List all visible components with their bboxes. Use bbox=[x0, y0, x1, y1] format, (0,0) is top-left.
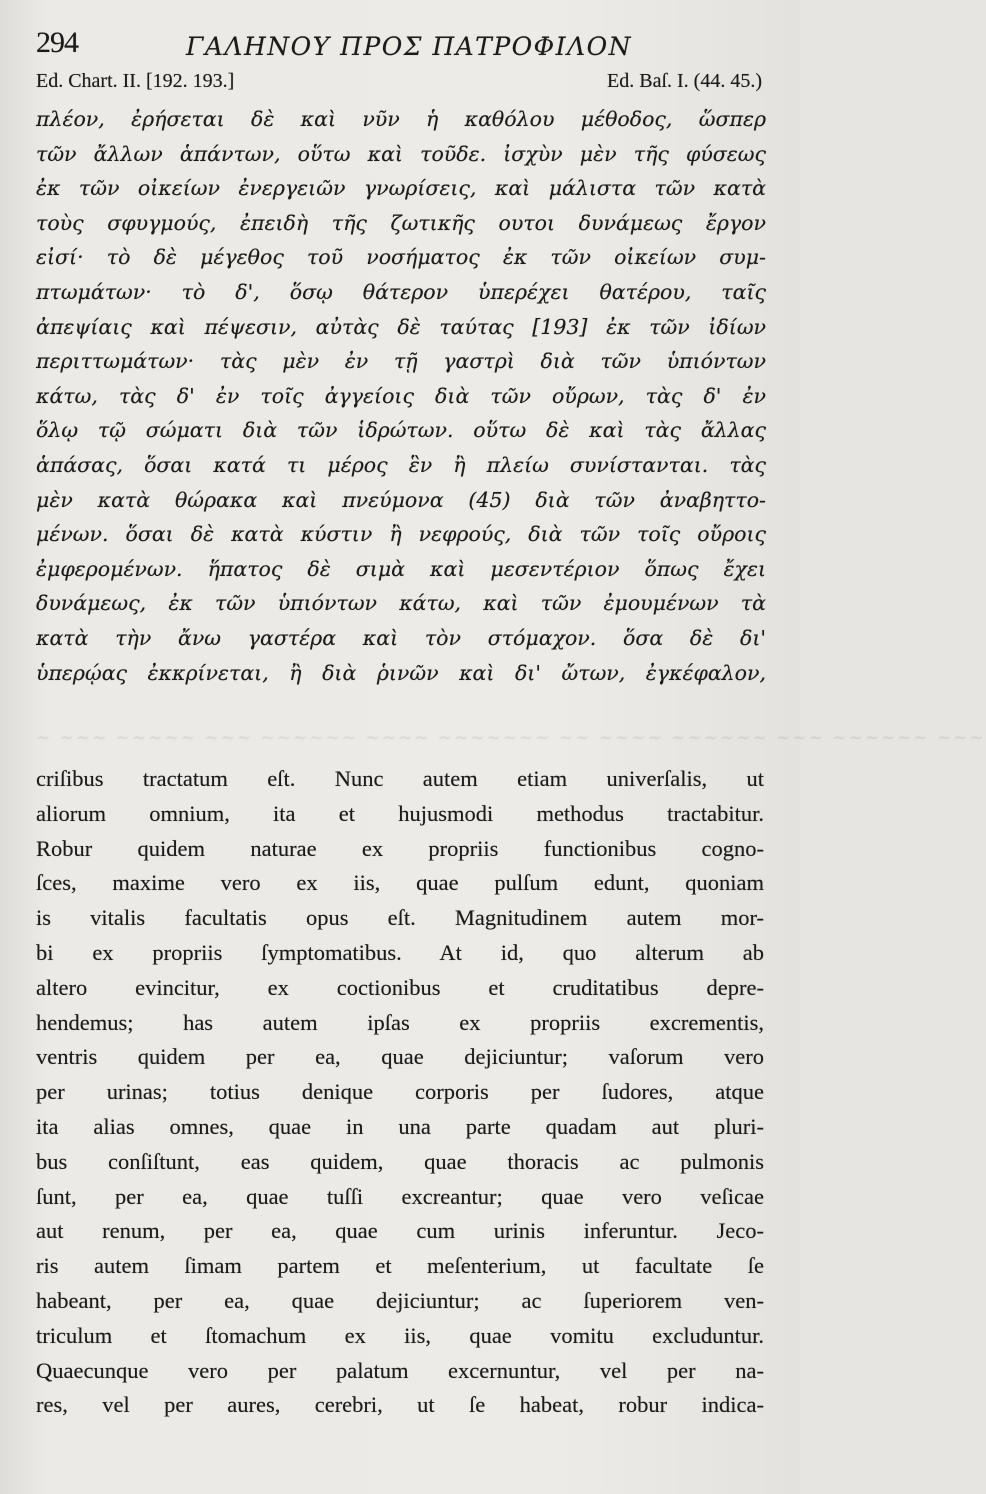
greek-line: μὲν κατὰ θώρακα καὶ πνεύμονα (45) διὰ τῶν ἀναβηττο- bbox=[36, 487, 766, 512]
greek-text-block bbox=[36, 102, 766, 690]
greek-line: εἰσί· τὸ δὲ μέγεθος τοῦ νοσήματος ἐκ τῶν οἰκείων συμ- bbox=[36, 245, 766, 270]
greek-line: ὅλῳ τῷ σώματι διὰ τῶν ἱδρώτων. οὕτω δὲ καὶ τὰς ἄλλας bbox=[36, 418, 766, 443]
latin-line: ſunt, per ea, quae tuſſi excreantur; quae vero veſicae bbox=[36, 1183, 764, 1209]
latin-line: hendemus; has autem ipſas ex propriis excrementis, bbox=[36, 1009, 764, 1035]
latin-line: res, vel per aures, cerebri, ut ſe habeat, robur indica- bbox=[36, 1392, 764, 1418]
page-number: 294 bbox=[36, 26, 78, 59]
latin-line: Quaecunque vero per palatum excernuntur, vel per na- bbox=[36, 1357, 764, 1383]
greek-line: ἐμφερομένων. ἥπατος δὲ σιμὰ καὶ μεσεντέριον ὅπως ἔχει bbox=[36, 556, 766, 581]
greek-line: τοὺς σφυγμούς, ἐπειδὴ τῆς ζωτικῆς ουτοι δυνάμεως ἔργον bbox=[36, 210, 766, 235]
latin-line: per urinas; totius denique corporis per ſudores, atque bbox=[36, 1079, 764, 1105]
latin-line: aut renum, per ea, quae cum urinis inferuntur. Jeco- bbox=[36, 1218, 764, 1244]
latin-line: criſibus tractatum eſt. Nunc autem etiam univerſalis, ut bbox=[36, 766, 764, 791]
greek-line: τῶν ἄλλων ἁπάντων, οὕτω καὶ τοῦδε. ἰσχὺν μὲν τῆς φύσεως bbox=[36, 141, 766, 166]
greek-line: ἁπάσας, ὅσαι κατά τι μέρος ἓν ἢ πλείω συνίστανται. τὰς bbox=[36, 452, 766, 477]
show-through-bleed: ~ ~~~ ~~~~~ ~~~ ~~~~~~ ~~~~ ~~~~~~~ ~~ ~~~~ ~~~~~~ ~~~ ~~~~~~ ~~~ bbox=[36, 728, 986, 748]
greek-line: ἐκ τῶν οἰκείων ἐνεργειῶν γνωρίσεις, καὶ μάλιστα τῶν κατὰ bbox=[36, 176, 766, 201]
edition-reference-basel: Ed. Baſ. I. (44. 45.) bbox=[607, 70, 762, 92]
edition-references bbox=[36, 70, 762, 98]
latin-line: triculum et ſtomachum ex iis, quae vomitu excluduntur. bbox=[36, 1322, 764, 1348]
greek-line: περιττωμάτων· τὰς μὲν ἐν τῇ γαστρὶ διὰ τῶν ὑπιόντων bbox=[36, 349, 766, 374]
latin-line: habeant, per ea, quae dejiciuntur; ac ſuperiorem ven- bbox=[36, 1287, 764, 1313]
greek-line: κατὰ τὴν ἄνω γαστέρα καὶ τὸν στόμαχον. ὅσα δὲ δι' bbox=[36, 625, 766, 650]
running-title: ΓΑΛΗΝΟΥ ΠΡΟΣ ΠΑΤΡΟΦΙΛΟΝ bbox=[186, 32, 632, 61]
latin-line: bus conſiſtunt, eas quidem, quae thoracis ac pulmonis bbox=[36, 1148, 764, 1174]
greek-line: κάτω, τὰς δ' ἐν τοῖς ἀγγείοις διὰ τῶν οὔρων, τὰς δ' ἐν bbox=[36, 383, 766, 408]
edition-reference-chart: Ed. Chart. II. [192. 193.] bbox=[36, 70, 235, 92]
greek-line: ἀπεψίαις καὶ πέψεσιν, αὐτὰς δὲ ταύτας [193] ἐκ τῶν ἰδίων bbox=[36, 314, 766, 339]
greek-line: μένων. ὅσαι δὲ κατὰ κύστιν ἢ νεφρούς, διὰ τῶν τοῖς οὔροις bbox=[36, 522, 766, 547]
greek-line: πλέον, ἐρήσεται δὲ καὶ νῦν ἡ καθόλου μέθοδος, ὥσπερ bbox=[36, 107, 766, 131]
latin-line: ſces, maxime vero ex iis, quae pulſum edunt, quoniam bbox=[36, 870, 764, 896]
running-head bbox=[36, 26, 764, 66]
latin-line: bi ex propriis ſymptomatibus. At id, quo alterum ab bbox=[36, 939, 764, 965]
latin-line: ris autem ſimam partem et meſenterium, ut facultate ſe bbox=[36, 1253, 764, 1279]
greek-line: ὑπερῴας ἐκκρίνεται, ἢ διὰ ῥινῶν καὶ δι' ὤτων, ἐγκέφαλον, bbox=[36, 660, 766, 685]
latin-line: Robur quidem naturae ex propriis functionibus cogno- bbox=[36, 835, 764, 861]
latin-line: aliorum omnium, ita et hujusmodi methodus tractabitur. bbox=[36, 800, 764, 826]
latin-line: ventris quidem per ea, quae dejiciuntur; vaſorum vero bbox=[36, 1044, 764, 1070]
latin-line: is vitalis facultatis opus eſt. Magnitudinem autem mor- bbox=[36, 905, 764, 931]
latin-line: ita alias omnes, quae in una parte quadam aut pluri- bbox=[36, 1113, 764, 1139]
greek-line: δυνάμεως, ἐκ τῶν ὑπιόντων κάτω, καὶ τῶν ἐμουμένων τὰ bbox=[36, 591, 766, 616]
latin-text-block bbox=[36, 762, 764, 1423]
latin-line: altero evincitur, ex coctionibus et cruditatibus depre- bbox=[36, 974, 764, 1000]
greek-line: πτωμάτων· τὸ δ', ὅσῳ θάτερον ὑπερέχει θατέρου, ταῖς bbox=[36, 279, 766, 304]
